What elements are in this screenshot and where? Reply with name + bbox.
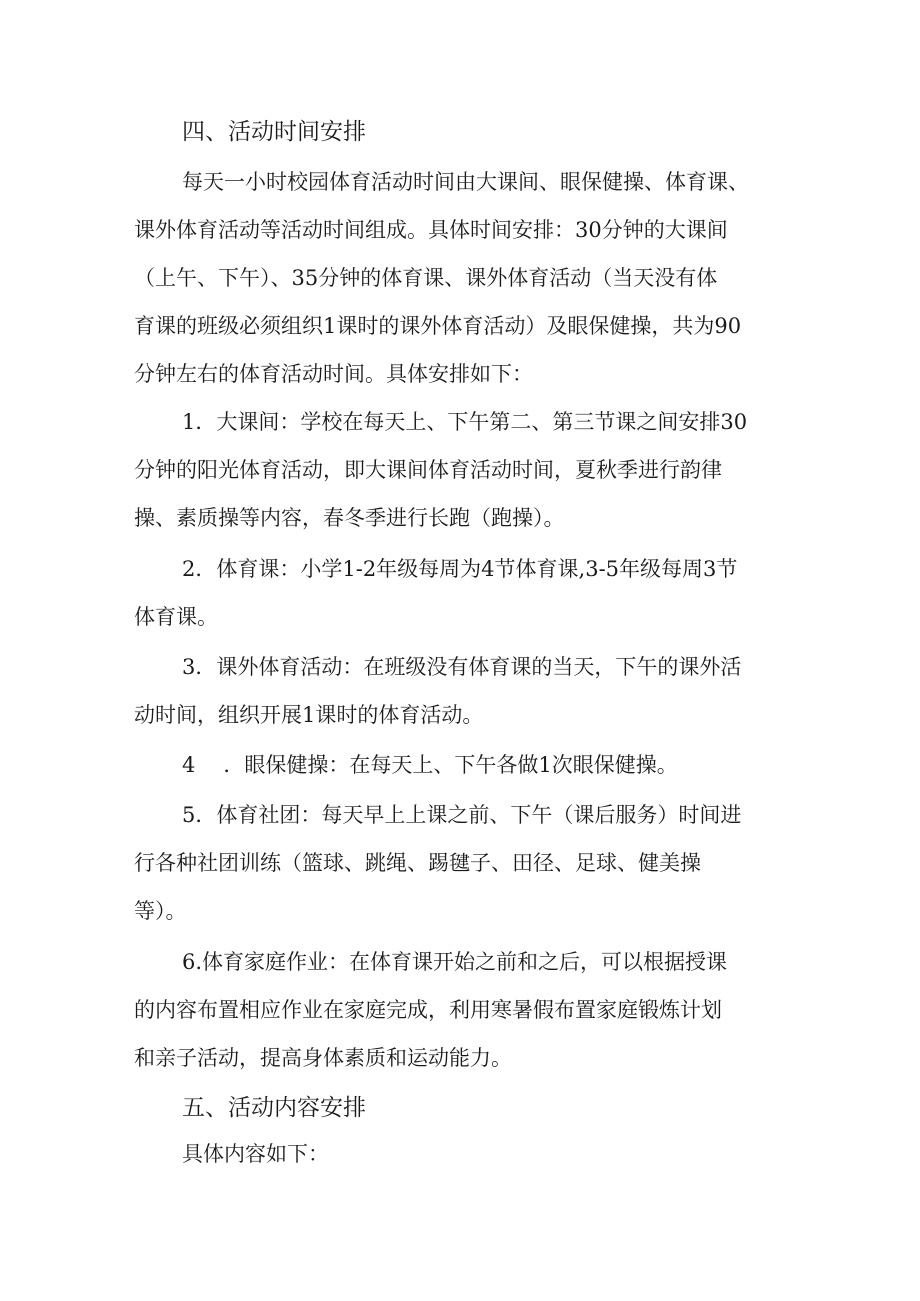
item-1-line-1: 1．大课间：学校在每天上、下午第二、第三节课之间安排30: [182, 410, 748, 434]
item-6-paragraph: [134, 938, 794, 1082]
intro-line-4: 育课的班级必须组织1课时的课外体育活动）及眼保健操，共为90: [134, 314, 742, 338]
item-1-paragraph: [134, 398, 794, 542]
item-2-paragraph: [134, 545, 794, 641]
intro-line-2: 课外体育活动等活动时间组成。具体时间安排：30分钟的大课间: [134, 218, 728, 242]
item-3-line-1: 3．课外体育活动：在班级没有体育课的当天，下午的课外活: [182, 655, 742, 679]
section-4-title: 四、活动时间安排: [182, 119, 366, 145]
item-6-line-3: 和亲子活动，提高身体素质和运动能力。: [134, 1046, 512, 1070]
item-4-paragraph: [134, 741, 794, 789]
item-5-line-2: 行各种社团训练（篮球、跳绳、踢毽子、田径、足球、健美操: [134, 851, 701, 875]
intro-line-3: （上午、下午）、35分钟的体育课、课外体育活动（当天没有体: [134, 266, 718, 290]
item-2-line-2: 体育课。: [134, 605, 218, 629]
item-5-paragraph: [134, 791, 794, 935]
item-1-line-2: 分钟的阳光体育活动，即大课间体育活动时间，夏秋季进行韵律: [134, 458, 722, 482]
item-6-line-2: 的内容布置相应作业在家庭完成，利用寒暑假布置家庭锻炼计划: [134, 998, 722, 1022]
item-2-line-1: 2．体育课：小学1-2年级每周为4节体育课,3-5年级每周3节: [182, 557, 738, 581]
item-4-number: 4: [182, 753, 196, 777]
item-6-line-1: 6.体育家庭作业：在体育课开始之前和之后，可以根据授课: [182, 950, 728, 974]
item-5-line-1: 5．体育社团：每天早上上课之前、下午（课后服务）时间进: [182, 803, 742, 827]
item-4-line-1: [134, 741, 794, 789]
section-5-intro-line: 具体内容如下：: [182, 1142, 329, 1166]
item-1-line-3: 操、素质操等内容，春冬季进行长跑（跑操）。: [134, 506, 565, 530]
item-4-text: ．眼保健操：在每天上、下午各做1次眼保健操。: [223, 753, 678, 777]
item-5-line-3: 等）。: [134, 899, 187, 923]
section-5-intro-paragraph: [134, 1130, 794, 1178]
intro-paragraph: [134, 158, 794, 398]
intro-line-1: 每天一小时校园体育活动时间由大课间、眼保健操、体育课、: [182, 170, 749, 194]
item-3-line-2: 动时间，组织开展1课时的体育活动。: [134, 703, 484, 727]
item-3-paragraph: [134, 643, 794, 739]
section-5-title: 五、活动内容安排: [182, 1095, 366, 1121]
intro-line-5: 分钟左右的体育活动时间。具体安排如下：: [134, 362, 533, 386]
